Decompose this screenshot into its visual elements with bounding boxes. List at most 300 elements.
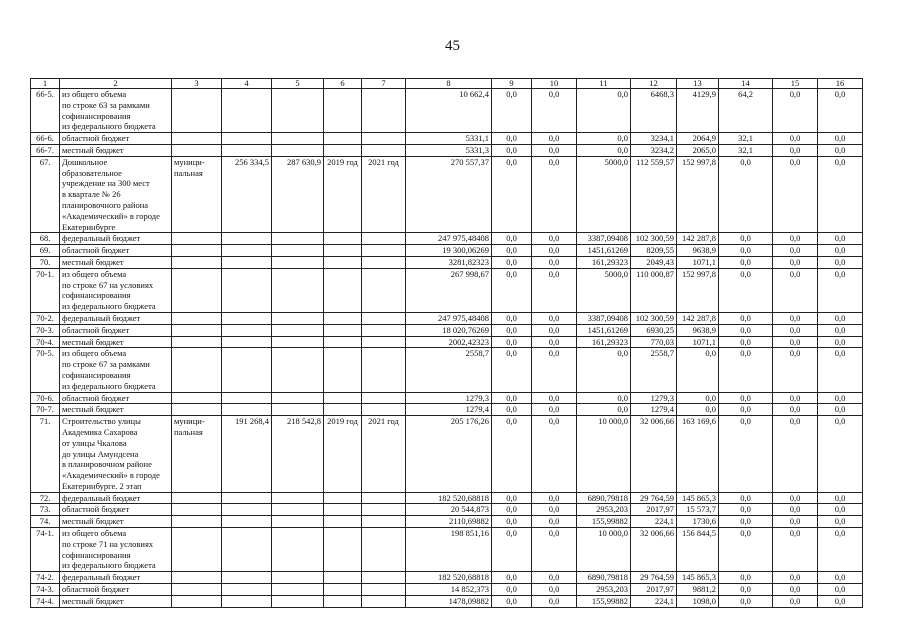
cell-c14: 32,1	[719, 144, 773, 156]
cell-c14: 0,0	[719, 245, 773, 257]
cell-c16: 0,0	[818, 233, 863, 245]
table-row	[31, 528, 863, 572]
cell-c15: 0,0	[773, 324, 818, 336]
column-number-9: 9	[492, 79, 532, 89]
cell-c6	[324, 144, 362, 156]
cell-c9: 0,0	[492, 392, 532, 404]
cell-c13: 1730,6	[677, 516, 719, 528]
cell-c3	[172, 133, 222, 145]
cell-no: 74-1.	[31, 528, 60, 572]
cell-c15: 0,0	[773, 528, 818, 572]
table-row	[31, 404, 863, 416]
cell-c11: 5000,0	[577, 268, 631, 312]
cell-no: 74-4.	[31, 595, 60, 607]
cell-c11: 155,99882	[577, 595, 631, 607]
column-number-4: 4	[222, 79, 272, 89]
cell-c9: 0,0	[492, 504, 532, 516]
cell-c15: 0,0	[773, 133, 818, 145]
cell-c12: 1279,3	[631, 392, 677, 404]
cell-c4	[222, 572, 272, 584]
cell-c8: 1279,3	[406, 392, 492, 404]
cell-c9: 0,0	[492, 233, 532, 245]
cell-c15: 0,0	[773, 144, 818, 156]
cell-c15: 0,0	[773, 256, 818, 268]
cell-c3	[172, 528, 222, 572]
cell-c7	[362, 572, 406, 584]
column-number-1: 1	[31, 79, 60, 89]
cell-no: 74-2.	[31, 572, 60, 584]
table-body	[31, 89, 863, 608]
cell-c15: 0,0	[773, 89, 818, 133]
cell-c14: 0,0	[719, 416, 773, 493]
cell-c14: 0,0	[719, 268, 773, 312]
cell-c8: 14 852,373	[406, 584, 492, 596]
cell-no: 74.	[31, 516, 60, 528]
cell-c9: 0,0	[492, 89, 532, 133]
cell-c16: 0,0	[818, 256, 863, 268]
cell-name: областной бюджет	[60, 324, 172, 336]
cell-c7	[362, 268, 406, 312]
cell-c11: 3387,09408	[577, 312, 631, 324]
cell-c5	[272, 595, 324, 607]
table-row	[31, 492, 863, 504]
cell-c4	[222, 268, 272, 312]
cell-c7	[362, 516, 406, 528]
cell-c13: 1071,1	[677, 256, 719, 268]
cell-c14: 0,0	[719, 233, 773, 245]
cell-c7	[362, 528, 406, 572]
cell-c10: 0,0	[532, 392, 577, 404]
cell-c8: 182 520,68818	[406, 572, 492, 584]
cell-c10: 0,0	[532, 324, 577, 336]
cell-name: местный бюджет	[60, 336, 172, 348]
cell-c16: 0,0	[818, 584, 863, 596]
column-number-15: 15	[773, 79, 818, 89]
cell-c11: 6890,79818	[577, 572, 631, 584]
cell-c12: 2558,7	[631, 348, 677, 392]
cell-c12: 32 006,66	[631, 528, 677, 572]
cell-c5	[272, 324, 324, 336]
cell-c6	[324, 584, 362, 596]
cell-c12: 112 559,57	[631, 156, 677, 233]
cell-c9: 0,0	[492, 572, 532, 584]
cell-c13: 1098,0	[677, 595, 719, 607]
cell-c12: 770,03	[631, 336, 677, 348]
cell-c15: 0,0	[773, 572, 818, 584]
cell-c4	[222, 595, 272, 607]
cell-c4	[222, 528, 272, 572]
cell-c4	[222, 504, 272, 516]
cell-c7	[362, 336, 406, 348]
table-row	[31, 312, 863, 324]
cell-c7	[362, 584, 406, 596]
cell-c16: 0,0	[818, 133, 863, 145]
cell-c3	[172, 584, 222, 596]
cell-c13: 156 844,5	[677, 528, 719, 572]
cell-no: 68.	[31, 233, 60, 245]
cell-c11: 6890,79818	[577, 492, 631, 504]
cell-c11: 0,0	[577, 133, 631, 145]
table-row	[31, 595, 863, 607]
cell-c5	[272, 89, 324, 133]
cell-c5	[272, 268, 324, 312]
cell-c3	[172, 312, 222, 324]
cell-c13: 142 287,8	[677, 312, 719, 324]
cell-c12: 8209,55	[631, 245, 677, 257]
cell-c9: 0,0	[492, 404, 532, 416]
table-row	[31, 516, 863, 528]
cell-c15: 0,0	[773, 516, 818, 528]
cell-c12: 2017,97	[631, 504, 677, 516]
cell-name: федеральный бюджет	[60, 492, 172, 504]
cell-c7	[362, 256, 406, 268]
cell-c3	[172, 572, 222, 584]
cell-c3	[172, 595, 222, 607]
cell-no: 66-7.	[31, 144, 60, 156]
cell-c15: 0,0	[773, 595, 818, 607]
cell-name: федеральный бюджет	[60, 572, 172, 584]
cell-c16: 0,0	[818, 404, 863, 416]
cell-c9: 0,0	[492, 516, 532, 528]
cell-c15: 0,0	[773, 504, 818, 516]
cell-c6	[324, 504, 362, 516]
cell-c7	[362, 144, 406, 156]
table-row	[31, 392, 863, 404]
cell-no: 72.	[31, 492, 60, 504]
cell-c3	[172, 404, 222, 416]
cell-c10: 0,0	[532, 245, 577, 257]
cell-c8: 2002,42323	[406, 336, 492, 348]
cell-c11: 0,0	[577, 348, 631, 392]
cell-no: 70-4.	[31, 336, 60, 348]
cell-no: 70.	[31, 256, 60, 268]
cell-c14: 0,0	[719, 312, 773, 324]
cell-no: 73.	[31, 504, 60, 516]
cell-c11: 1451,61269	[577, 245, 631, 257]
cell-c3	[172, 89, 222, 133]
cell-c8: 205 176,26	[406, 416, 492, 493]
cell-c5: 218 542,8	[272, 416, 324, 493]
cell-c16: 0,0	[818, 245, 863, 257]
cell-c16: 0,0	[818, 416, 863, 493]
cell-c8: 1279,4	[406, 404, 492, 416]
cell-c16: 0,0	[818, 492, 863, 504]
cell-c4	[222, 348, 272, 392]
cell-name: Дошкольное образовательное учреждение на 300 мест в квартале № 26 планировочного района «Академический» в городе Екатеринбурге	[60, 156, 172, 233]
cell-c13: 152 997,8	[677, 156, 719, 233]
cell-c5	[272, 256, 324, 268]
cell-c7	[362, 392, 406, 404]
cell-name: федеральный бюджет	[60, 233, 172, 245]
cell-c6	[324, 572, 362, 584]
cell-c5	[272, 133, 324, 145]
cell-c4	[222, 492, 272, 504]
table-row	[31, 584, 863, 596]
cell-c3	[172, 324, 222, 336]
cell-c8: 2558,7	[406, 348, 492, 392]
cell-c3: муници- пальная	[172, 156, 222, 233]
cell-c3	[172, 245, 222, 257]
cell-c5: 287 630,9	[272, 156, 324, 233]
cell-c10: 0,0	[532, 595, 577, 607]
cell-c9: 0,0	[492, 416, 532, 493]
cell-c8: 1478,09882	[406, 595, 492, 607]
cell-c10: 0,0	[532, 584, 577, 596]
cell-c7	[362, 595, 406, 607]
cell-c8: 198 851,16	[406, 528, 492, 572]
cell-c13: 4129,9	[677, 89, 719, 133]
table-row	[31, 133, 863, 145]
cell-c11: 0,0	[577, 392, 631, 404]
cell-c11: 161,29323	[577, 336, 631, 348]
cell-c13: 9638,9	[677, 324, 719, 336]
cell-c6	[324, 336, 362, 348]
table-row	[31, 256, 863, 268]
column-number-13: 13	[677, 79, 719, 89]
cell-c4	[222, 312, 272, 324]
cell-c3	[172, 268, 222, 312]
cell-c13: 152 997,8	[677, 268, 719, 312]
cell-name: из общего объема по строке 67 за рамками софинансирования из федерального бюджета	[60, 348, 172, 392]
cell-c7	[362, 324, 406, 336]
cell-c16: 0,0	[818, 144, 863, 156]
cell-c5	[272, 348, 324, 392]
cell-c16: 0,0	[818, 268, 863, 312]
column-number-2: 2	[60, 79, 172, 89]
cell-c13: 142 287,8	[677, 233, 719, 245]
cell-c6	[324, 89, 362, 133]
cell-c10: 0,0	[532, 144, 577, 156]
cell-c9: 0,0	[492, 256, 532, 268]
budget-table	[30, 78, 863, 608]
cell-c16: 0,0	[818, 348, 863, 392]
cell-c12: 6468,3	[631, 89, 677, 133]
cell-c14: 32,1	[719, 133, 773, 145]
table-row	[31, 233, 863, 245]
cell-c10: 0,0	[532, 528, 577, 572]
cell-c6	[324, 516, 362, 528]
cell-c6	[324, 348, 362, 392]
column-number-3: 3	[172, 79, 222, 89]
cell-c3	[172, 348, 222, 392]
cell-no: 70-6.	[31, 392, 60, 404]
cell-c12: 32 006,66	[631, 416, 677, 493]
table-row	[31, 245, 863, 257]
cell-c14: 0,0	[719, 156, 773, 233]
cell-c8: 20 544,873	[406, 504, 492, 516]
cell-c16: 0,0	[818, 156, 863, 233]
cell-c6	[324, 528, 362, 572]
cell-c14: 0,0	[719, 492, 773, 504]
cell-c10: 0,0	[532, 268, 577, 312]
cell-c16: 0,0	[818, 516, 863, 528]
cell-c4: 191 268,4	[222, 416, 272, 493]
cell-c14: 0,0	[719, 584, 773, 596]
cell-c11: 0,0	[577, 144, 631, 156]
cell-name: из общего объема по строке 63 за рамками софинансирования из федерального бюджета	[60, 89, 172, 133]
cell-c16: 0,0	[818, 336, 863, 348]
cell-c3	[172, 233, 222, 245]
cell-c3: муници- пальная	[172, 416, 222, 493]
cell-c9: 0,0	[492, 348, 532, 392]
cell-c4	[222, 133, 272, 145]
cell-c10: 0,0	[532, 348, 577, 392]
cell-c16: 0,0	[818, 572, 863, 584]
cell-c4	[222, 404, 272, 416]
cell-c14: 0,0	[719, 348, 773, 392]
cell-c9: 0,0	[492, 144, 532, 156]
cell-name: федеральный бюджет	[60, 312, 172, 324]
cell-c13: 0,0	[677, 348, 719, 392]
cell-c15: 0,0	[773, 404, 818, 416]
column-number-8: 8	[406, 79, 492, 89]
cell-c9: 0,0	[492, 528, 532, 572]
cell-c15: 0,0	[773, 392, 818, 404]
table-row	[31, 268, 863, 312]
cell-c11: 10 000,0	[577, 528, 631, 572]
column-number-11: 11	[577, 79, 631, 89]
cell-c15: 0,0	[773, 584, 818, 596]
cell-c6	[324, 324, 362, 336]
cell-c13: 0,0	[677, 404, 719, 416]
table-header	[31, 79, 863, 89]
cell-c13: 2064,9	[677, 133, 719, 145]
cell-c8: 5331,3	[406, 144, 492, 156]
cell-c12: 3234,2	[631, 144, 677, 156]
cell-c8: 2110,69882	[406, 516, 492, 528]
cell-c7	[362, 245, 406, 257]
cell-c11: 2953,203	[577, 504, 631, 516]
cell-c5	[272, 584, 324, 596]
cell-c5	[272, 312, 324, 324]
cell-c6	[324, 404, 362, 416]
cell-c6	[324, 312, 362, 324]
cell-c7	[362, 492, 406, 504]
cell-c4	[222, 256, 272, 268]
table-row	[31, 89, 863, 133]
cell-c14: 0,0	[719, 324, 773, 336]
cell-c13: 9881,2	[677, 584, 719, 596]
cell-c15: 0,0	[773, 268, 818, 312]
cell-c8: 267 998,67	[406, 268, 492, 312]
column-number-16: 16	[818, 79, 863, 89]
cell-c11: 2953,203	[577, 584, 631, 596]
cell-no: 70-7.	[31, 404, 60, 416]
cell-c5	[272, 144, 324, 156]
cell-c13: 1071,1	[677, 336, 719, 348]
cell-c8: 18 020,76269	[406, 324, 492, 336]
cell-c12: 3234,1	[631, 133, 677, 145]
cell-c3	[172, 336, 222, 348]
cell-c7: 2021 год	[362, 416, 406, 493]
cell-c7	[362, 133, 406, 145]
cell-c12: 6930,25	[631, 324, 677, 336]
cell-no: 66-5.	[31, 89, 60, 133]
cell-c5	[272, 245, 324, 257]
cell-c12: 29 764,59	[631, 572, 677, 584]
column-number-6: 6	[324, 79, 362, 89]
cell-c13: 2065,0	[677, 144, 719, 156]
cell-c15: 0,0	[773, 348, 818, 392]
cell-c6	[324, 595, 362, 607]
cell-name: из общего объема по строке 67 на условиях софинансирования из федерального бюджета	[60, 268, 172, 312]
table-row	[31, 336, 863, 348]
table-row	[31, 348, 863, 392]
cell-c3	[172, 144, 222, 156]
cell-c14: 64,2	[719, 89, 773, 133]
column-number-10: 10	[532, 79, 577, 89]
cell-c7	[362, 348, 406, 392]
cell-c3	[172, 516, 222, 528]
cell-c14: 0,0	[719, 572, 773, 584]
cell-c10: 0,0	[532, 336, 577, 348]
cell-name: местный бюджет	[60, 404, 172, 416]
cell-c5	[272, 572, 324, 584]
cell-name: Строительство улицы Академика Сахарова от улицы Чкалова до улицы Амундсена в планировочном районе «Академический» в городе Екатеринбурге. 2 этап	[60, 416, 172, 493]
table-row	[31, 504, 863, 516]
cell-c7	[362, 504, 406, 516]
cell-c12: 110 000,87	[631, 268, 677, 312]
column-number-7: 7	[362, 79, 406, 89]
cell-name: местный бюджет	[60, 144, 172, 156]
cell-name: из общего объема по строке 71 на условиях софинансирования из федерального бюджета	[60, 528, 172, 572]
cell-c6	[324, 245, 362, 257]
cell-c9: 0,0	[492, 156, 532, 233]
cell-no: 74-3.	[31, 584, 60, 596]
table-row	[31, 572, 863, 584]
cell-c7: 2021 год	[362, 156, 406, 233]
cell-c16: 0,0	[818, 528, 863, 572]
cell-c14: 0,0	[719, 516, 773, 528]
cell-c12: 102 300,59	[631, 312, 677, 324]
cell-c13: 145 865,3	[677, 492, 719, 504]
cell-c10: 0,0	[532, 89, 577, 133]
cell-c9: 0,0	[492, 336, 532, 348]
cell-c16: 0,0	[818, 312, 863, 324]
cell-c13: 0,0	[677, 392, 719, 404]
cell-no: 71.	[31, 416, 60, 493]
cell-c10: 0,0	[532, 256, 577, 268]
cell-c15: 0,0	[773, 336, 818, 348]
cell-c10: 0,0	[532, 312, 577, 324]
cell-c14: 0,0	[719, 504, 773, 516]
column-number-5: 5	[272, 79, 324, 89]
cell-c6	[324, 392, 362, 404]
cell-c9: 0,0	[492, 268, 532, 312]
cell-c10: 0,0	[532, 233, 577, 245]
cell-c14: 0,0	[719, 528, 773, 572]
cell-c8: 270 557,37	[406, 156, 492, 233]
cell-no: 69.	[31, 245, 60, 257]
cell-c9: 0,0	[492, 584, 532, 596]
cell-c12: 224,1	[631, 595, 677, 607]
cell-c16: 0,0	[818, 324, 863, 336]
cell-c14: 0,0	[719, 256, 773, 268]
cell-c4	[222, 324, 272, 336]
cell-c5	[272, 528, 324, 572]
cell-no: 66-6.	[31, 133, 60, 145]
cell-c12: 2049,43	[631, 256, 677, 268]
table-row	[31, 144, 863, 156]
cell-c12: 102 300,59	[631, 233, 677, 245]
cell-name: местный бюджет	[60, 595, 172, 607]
cell-no: 70-3.	[31, 324, 60, 336]
cell-name: областной бюджет	[60, 504, 172, 516]
column-number-14: 14	[719, 79, 773, 89]
cell-c15: 0,0	[773, 416, 818, 493]
cell-name: местный бюджет	[60, 256, 172, 268]
cell-c11: 10 000,0	[577, 416, 631, 493]
